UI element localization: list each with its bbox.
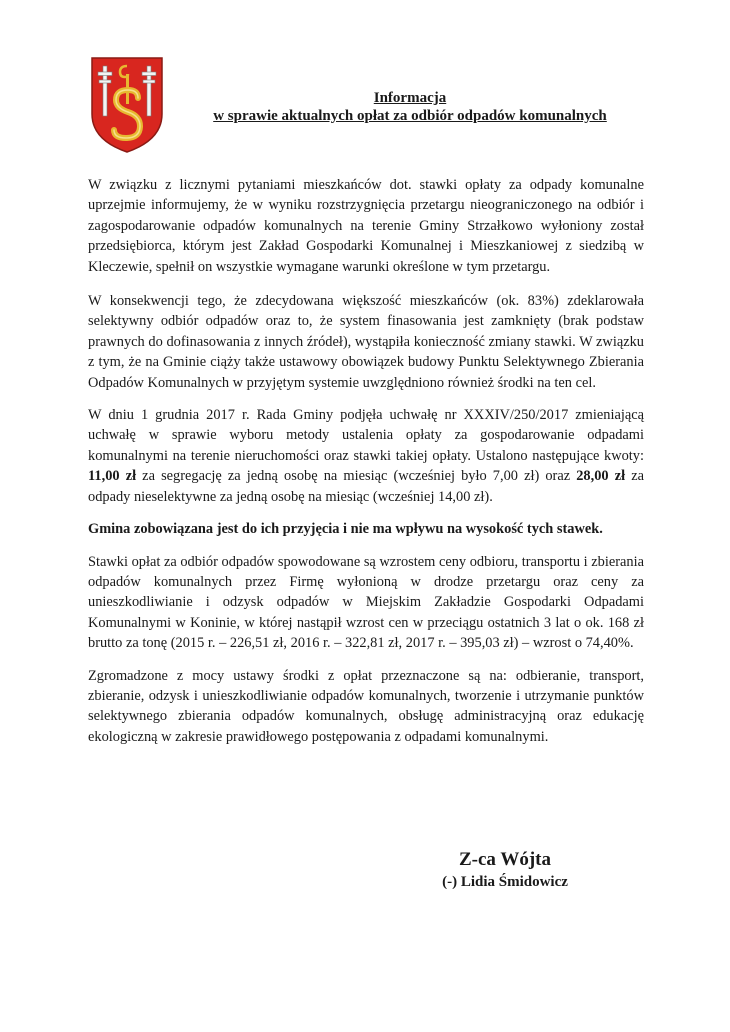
paragraph-3-text-a: W dniu 1 grudnia 2017 r. Rada Gminy podjęła uchwałę nr XXXIV/250/2017 zmieniającą uchwałę w sprawie wyboru metody ustalenia opłaty za gospodarowanie odpadami komunalnymi na terenie nieruchomości oraz stawki takiej opłaty. Ustalono następujące kwoty: bbox=[88, 407, 644, 464]
paragraph-3-text-c: za segregację za jedną osobę na miesiąc (wcześniej było 7,00 zł) oraz bbox=[136, 468, 577, 485]
document-body bbox=[88, 175, 644, 759]
title-line-1: Informacja bbox=[373, 90, 447, 106]
paragraph-4-text: Gmina zobowiązana jest do ich przyjęcia i nie ma wpływu na wysokość tych stawek. bbox=[88, 521, 603, 538]
signature-block bbox=[400, 848, 610, 892]
paragraph-6: Zgromadzone z mocy ustawy środki z opłat przeznaczone są na: odbieranie, transport, zbieranie, odzysk i unieszkodliwianie odpadów komunalnych, tworzenie i utrzymanie punktów selektywnego zbierania odpadów komunalnych, obsługę administracyjną oraz edukację ekologiczną w zakresie prawidłowego postępowania z odpadami komunalnymi. bbox=[88, 667, 644, 745]
paragraph-4-bold bbox=[88, 519, 644, 539]
paragraph-5: Stawki opłat za odbiór odpadów spowodowane są wzrostem ceny odbioru, transportu i zbierania odpadów komunalnych przez Firmę wyłonioną w drodze przetargu oraz ceny za unieszkodliwianie i odzysk odpadów w Miejskim Zakładzie Gospodarki Odpadami Komunalnymi w Koninie, w której nastąpił wzrost cen w przeciągu ostatnich 3 lat o ok. 168 zł brutto za tonę (2015 r. – 226,51 zł, 2016 r. – 322,81 zł, 2017 r. – 395,03 zł) – wzrost o 74,40%. bbox=[88, 553, 644, 652]
title-line-2: w sprawie aktualnych opłat za odbiór odpadów komunalnych bbox=[213, 108, 607, 124]
paragraph-2: W konsekwencji tego, że zdecydowana większość mieszkańców (ok. 83%) zdeklarowała selektywny odbiór odpadów oraz to, że system finasowania jest zamknięty (brak podstaw prawnych do dofinasowania z innych źródeł), wystąpiła konieczność zmiany stawki. W związku z tym, że na Gminie ciąży także ustawowy obowiązek budowy Punktu Selektywnego Zbierania Odpadów Komunalnych w przyjętym systemie uwzględniono również środki na ten cel. bbox=[88, 293, 644, 391]
paragraph-3 bbox=[88, 405, 644, 507]
paragraph-3-text-e: za odpady nieselektywne za jedną osobę na miesiąc (wcześniej 14,00 zł). bbox=[88, 468, 644, 505]
rate-unsegregated: 28,00 zł bbox=[576, 468, 626, 485]
paragraph-1: W związku z licznymi pytaniami mieszkańców dot. stawki opłaty za odpady komunalne uprzejmie informujemy, że w wyniku rozstrzygnięcia przetargu nieograniczonego na odbiór i zagospodarowanie odpadów komunalnych na terenie Gminy Strzałkowo wyłoniony został przedsiębiorca, którym jest Zakład Gospodarki Komunalnej i Mieszkaniowej z siedzibą w Kleczewie, spełnił on wszystkie wymagane warunki określone w tym przetargu. bbox=[88, 177, 644, 275]
signature-name: (-) Lidia Śmidowicz bbox=[442, 874, 568, 890]
document-title bbox=[170, 89, 650, 125]
coat-of-arms-icon bbox=[90, 56, 164, 154]
rate-segregated: 11,00 zł bbox=[88, 468, 137, 485]
signature-role: Z-ca Wójta bbox=[459, 849, 551, 870]
